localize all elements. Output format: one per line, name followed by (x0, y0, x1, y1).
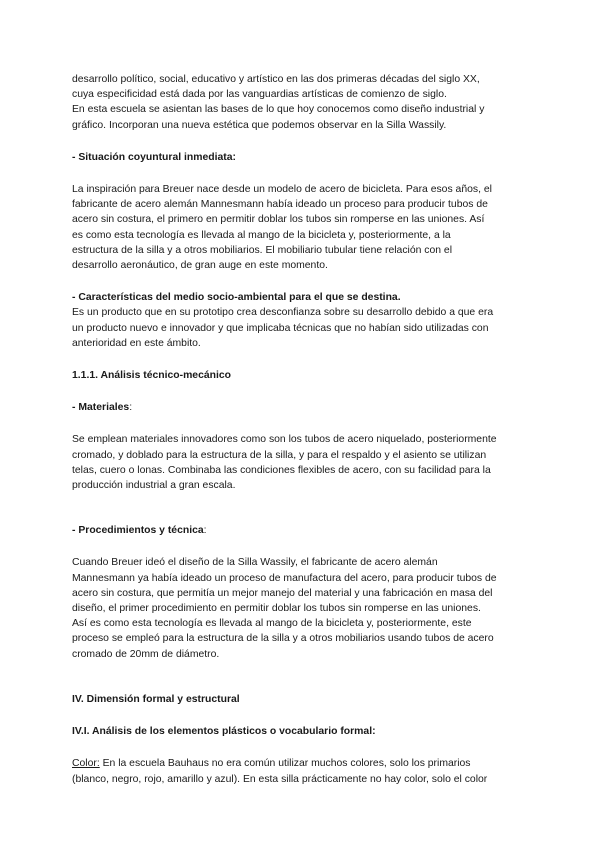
text-line: un producto nuevo e innovador y que implicaba técnicas que no habían sido utilizadas con (72, 322, 489, 334)
color-paragraph (72, 756, 530, 786)
materiales-heading-colon: : (129, 402, 133, 414)
text-line: telas, cuero o lonas. Combinaba las condiciones flexibles de acero, con su facilidad para la (72, 464, 491, 476)
text-line: La inspiración para Breuer nace desde un modelo de acero de bicicleta. Para esos años, el (72, 184, 492, 196)
text-line: diseño, el primer procedimiento en permitir doblar los tubos sin romperse en las uniones. (72, 603, 481, 615)
text-line (72, 756, 530, 771)
situacion-paragraph (72, 182, 530, 273)
text-line: cromado de 20mm de diámetro. (72, 648, 220, 660)
text-line: proceso se empleó para la estructura de la silla y a otros mobiliarios usando tubos de acero (72, 633, 494, 645)
text-line: Cuando Breuer ideó el diseño de la Silla Wassily, el fabricante de acero alemán (72, 557, 438, 569)
text-line: fabricante de acero alemán Mannesmann había ideado un proceso para producir tubos de (72, 199, 488, 211)
procedimientos-heading-colon: : (203, 525, 207, 537)
section-heading-analisis: 1.1.1. Análisis técnico-mecánico (72, 370, 232, 382)
text-line: es como esta tecnología es llevada al mango de la bicicleta y, posteriormente, a la (72, 229, 451, 241)
section-heading-caracteristicas: - Características del medio socio-ambiental para el que se destina. (72, 292, 401, 304)
procedimientos-paragraph (72, 555, 530, 661)
text-line: Así es como esta tecnología es llevada al mango de la bicicleta y, posteriormente, este (72, 618, 472, 630)
text-line: acero sin costura, el primero en permitir doblar los tubos sin romperse en las uniones. Así (72, 214, 485, 226)
color-label: Color: (72, 758, 100, 770)
text-line: anterioridad en este ámbito. (72, 337, 201, 349)
text-line: estructura de la silla y a otros mobiliarios. El mobiliario tubular tiene relación con el (72, 244, 453, 256)
section-heading-procedimientos (72, 523, 530, 538)
section-heading-materiales (72, 400, 530, 415)
caracteristicas-paragraph (72, 305, 530, 351)
text-line: Se emplean materiales innovadores como son los tubos de acero niquelado, posteriormente (72, 434, 497, 446)
section-heading-dimension: IV. Dimensión formal y estructural (72, 693, 240, 705)
text-line: producción industrial a gran escala. (72, 480, 236, 492)
materiales-heading-text: - Materiales (72, 402, 130, 414)
text-line: gráfico. Incorporan una nueva estética que podemos observar en la Silla Wassily. (72, 119, 447, 131)
text-line: desarrollo aeronáutico, de gran auge en este momento. (72, 260, 328, 272)
color-text: En la escuela Bauhaus no era común utilizar muchos colores, solo los primarios (99, 758, 471, 770)
procedimientos-heading-text: - Procedimientos y técnica (72, 525, 204, 537)
text-line: Mannesmann ya había ideado un proceso de manufactura del acero, para producir tubos de (72, 572, 497, 584)
text-line: acero sin costura, que permitía un mejor manejo del material y una fabricación en masa del (72, 587, 493, 599)
text-line: desarrollo político, social, educativo y artístico en las dos primeras décadas del siglo XX, (72, 74, 480, 85)
text-line: (blanco, negro, rojo, amarillo y azul). En esta silla prácticamente no hay color, solo el color (72, 773, 488, 785)
text-line: cromado, y doblado para la estructura de la silla, y para el respaldo y el asiento se utilizan (72, 449, 487, 461)
intro-paragraph (72, 72, 530, 133)
materiales-paragraph (72, 432, 530, 493)
text-line: Es un producto que en su prototipo crea desconfianza sobre su desarrollo debido a que era (72, 307, 494, 319)
section-heading-elementos: IV.I. Análisis de los elementos plásticos o vocabulario formal: (72, 726, 376, 738)
section-heading-situacion: - Situación coyuntural inmediata: (72, 151, 236, 163)
text-line: En esta escuela se asientan las bases de lo que hoy conocemos como diseño industrial y (72, 104, 485, 116)
text-line: cuya especificidad está dada por las vanguardias artísticas de comienzo de siglo. (72, 89, 447, 101)
